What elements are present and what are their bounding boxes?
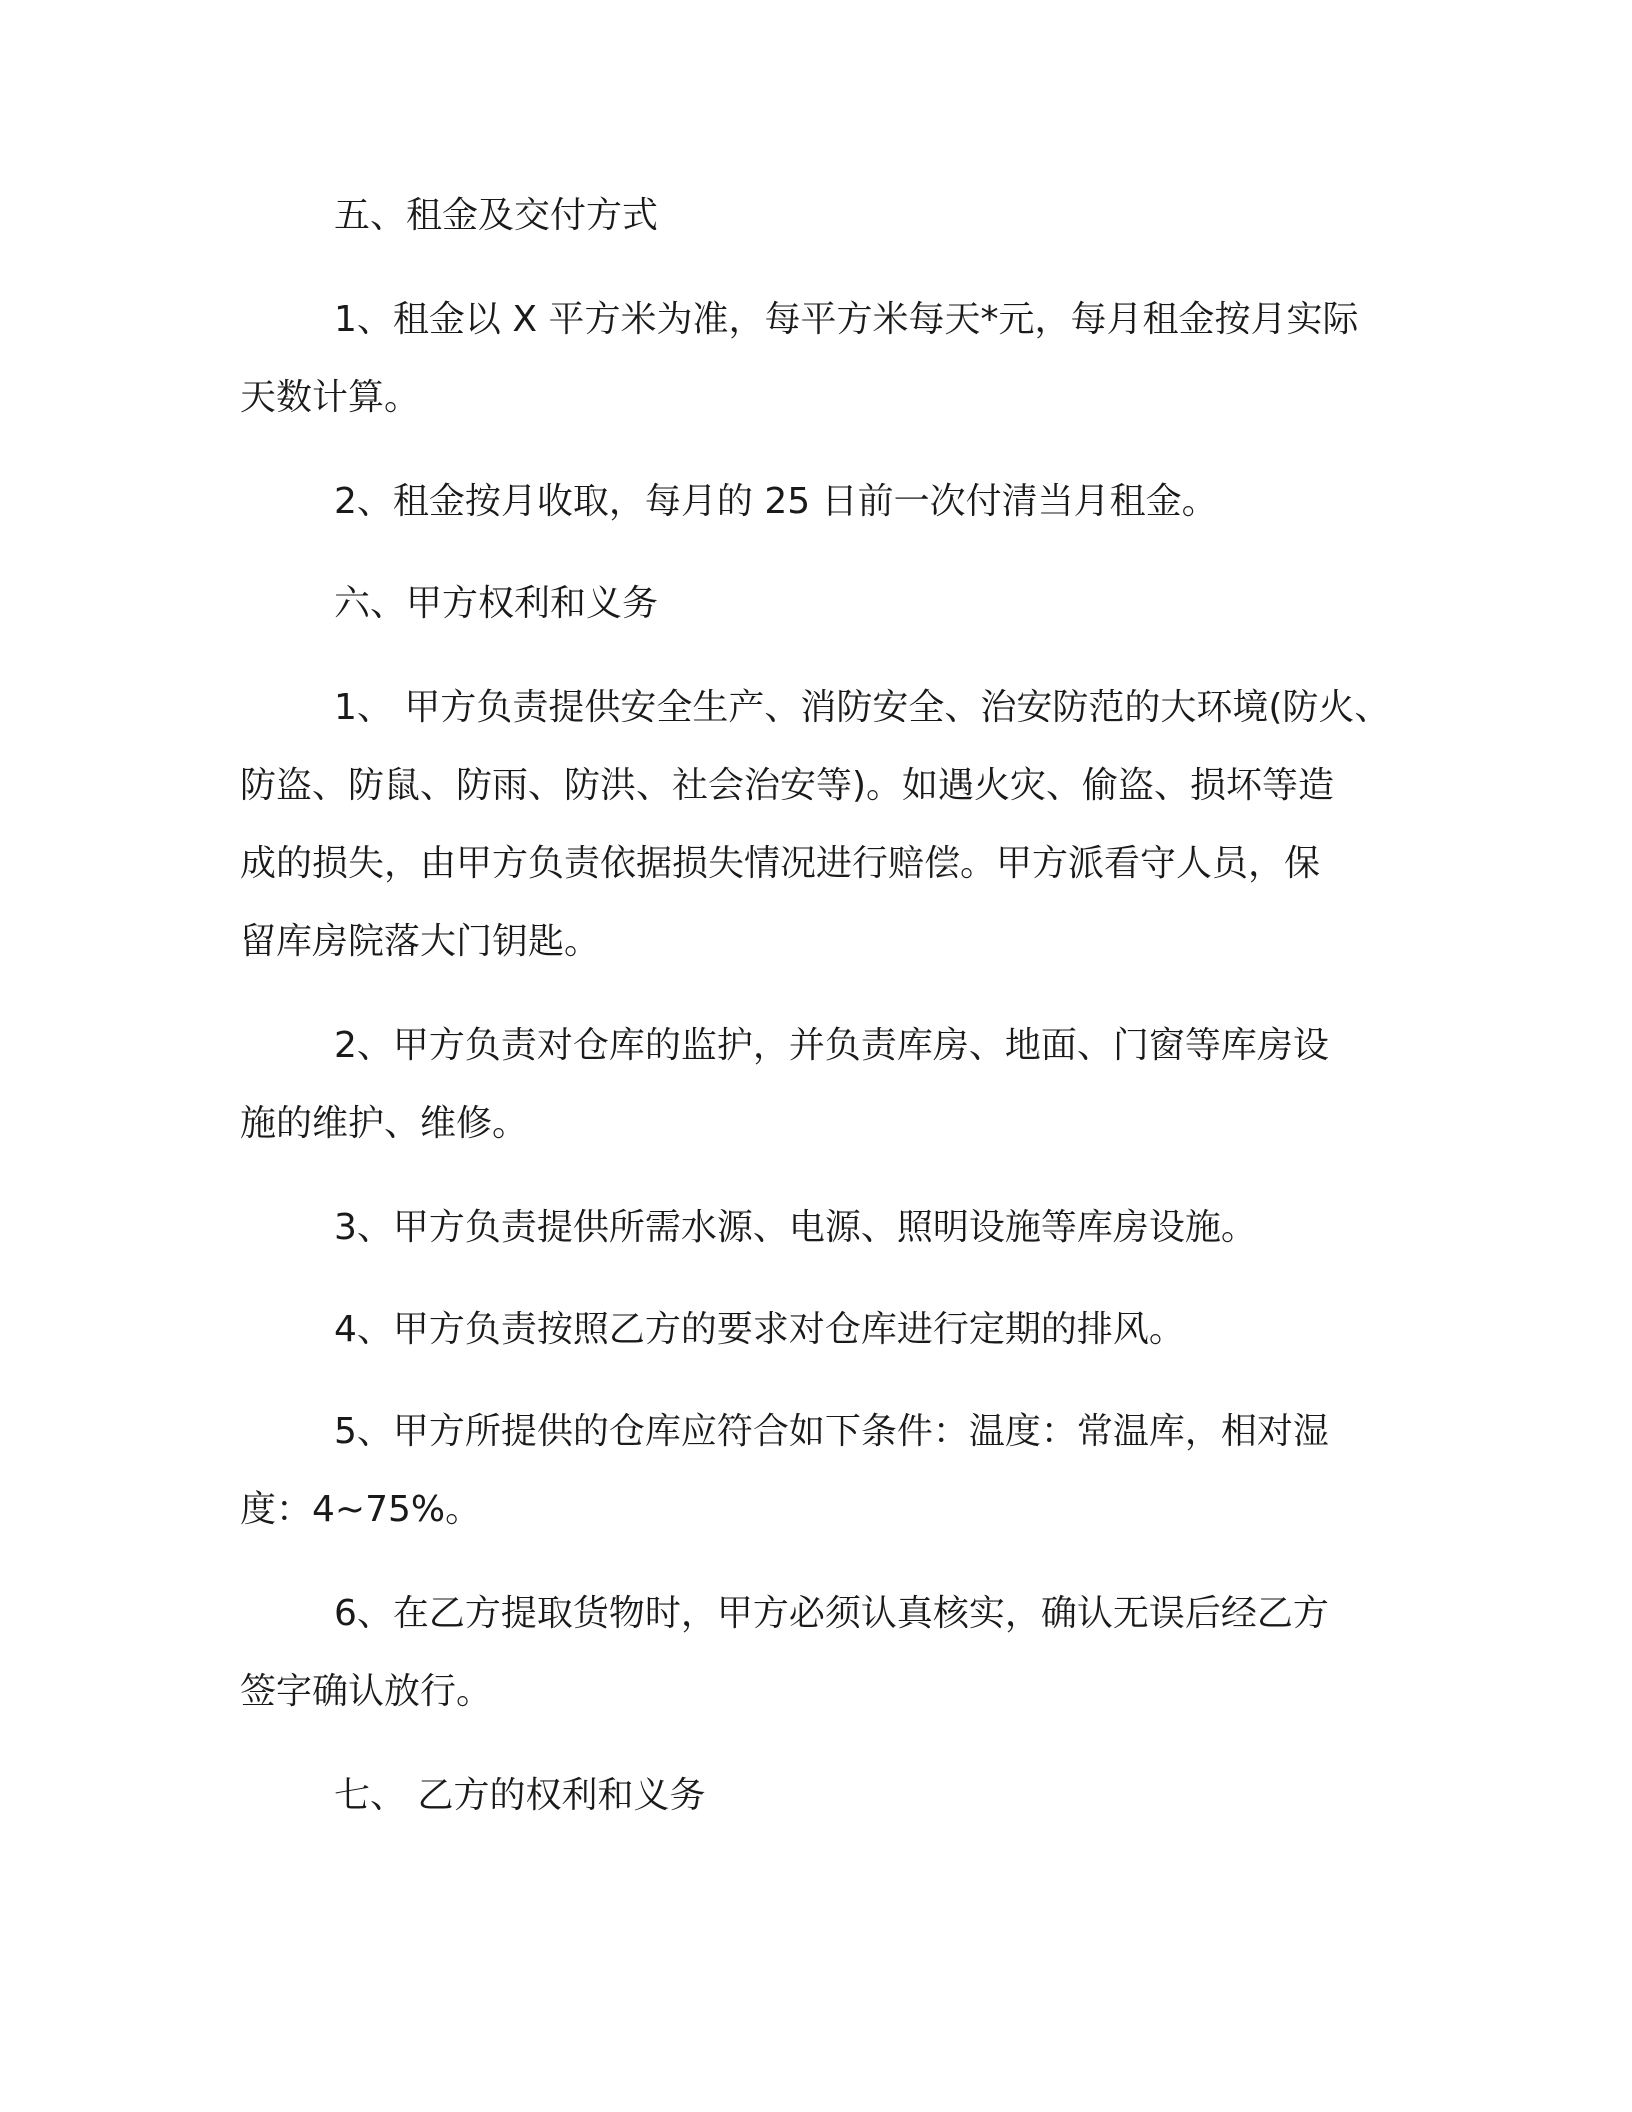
section-6-item-5-line-1: 5、甲方所提供的仓库应符合如下条件：温度：常温库，相对湿 [334, 1411, 1329, 1452]
section-6-item-1-line-4: 留库房院落大门钥匙。 [240, 921, 601, 962]
section-6-item-1-line-1: 1、 甲方负责提供安全生产、消防安全、治安防范的大环境(防火、 [334, 687, 1391, 728]
section-5-item-1-line-2: 天数计算。 [240, 377, 421, 418]
section-6-item-3: 3、甲方负责提供所需水源、电源、照明设施等库房设施。 [334, 1207, 1257, 1248]
section-6-item-1-line-2: 防盗、防鼠、防雨、防洪、社会治安等)。如遇火灾、偷盗、损坏等造 [240, 765, 1335, 806]
section-7-heading: 七、 乙方的权利和义务 [334, 1775, 706, 1816]
section-6-item-1-line-3: 成的损失，由甲方负责依据损失情况进行赔偿。甲方派看守人员，保 [240, 843, 1321, 884]
section-5-heading: 五、租金及交付方式 [334, 195, 659, 236]
section-5-item-2: 2、租金按月收取，每月的 25 日前一次付清当月租金。 [334, 481, 1218, 522]
section-6-item-6-line-2: 签字确认放行。 [240, 1671, 493, 1712]
section-5-item-1-line-1: 1、租金以 X 平方米为准，每平方米每天*元，每月租金按月实际 [334, 299, 1359, 340]
section-6-item-4: 4、甲方负责按照乙方的要求对仓库进行定期的排风。 [334, 1309, 1185, 1350]
section-6-item-2-line-2: 施的维护、维修。 [240, 1103, 529, 1144]
section-6-item-2-line-1: 2、甲方负责对仓库的监护，并负责库房、地面、门窗等库房设 [334, 1025, 1329, 1066]
section-6-heading: 六、甲方权利和义务 [334, 583, 659, 624]
section-6-item-5-line-2: 度：4~75%。 [240, 1489, 482, 1530]
section-6-item-6-line-1: 6、在乙方提取货物时，甲方必须认真核实，确认无误后经乙方 [334, 1593, 1329, 1634]
